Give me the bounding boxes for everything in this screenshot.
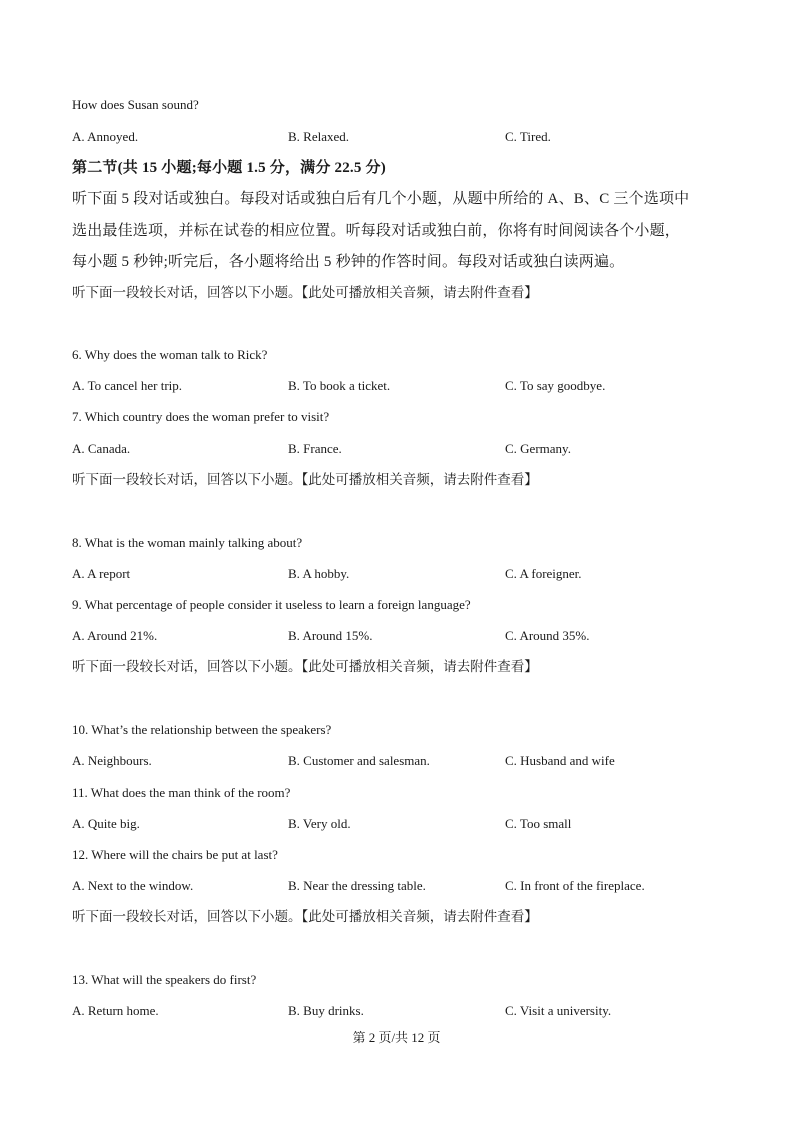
option-b: B. Customer and salesman. bbox=[288, 753, 430, 768]
option-a: A. A report bbox=[72, 566, 131, 581]
question-text: 13. What will the speakers do first? bbox=[72, 972, 257, 987]
option-b: B. Around 15%. bbox=[288, 628, 373, 643]
option-b: B. Very old. bbox=[288, 816, 351, 831]
option-b: B. Buy drinks. bbox=[288, 1003, 364, 1018]
question-text: 7. Which country does the woman prefer to visit? bbox=[72, 409, 330, 424]
option-b: B. France. bbox=[288, 441, 342, 456]
option-c: C. Around 35%. bbox=[505, 628, 590, 643]
question-text: 11. What does the man think of the room? bbox=[72, 785, 291, 800]
option-c: C. Husband and wife bbox=[505, 753, 615, 768]
option-c: C. A foreigner. bbox=[505, 566, 582, 581]
option-b: B. To book a ticket. bbox=[288, 378, 391, 393]
option-c: C. Tired. bbox=[505, 129, 551, 144]
question-text: How does Susan sound? bbox=[72, 97, 199, 112]
listen-instruction: 听下面一段较长对话，回答以下小题。【此处可播放相关音频，请去附件查看】 bbox=[72, 472, 538, 487]
question-text: 6. Why does the woman talk to Rick? bbox=[72, 347, 268, 362]
option-c: C. Germany. bbox=[505, 441, 571, 456]
option-a: A. Quite big. bbox=[72, 816, 140, 831]
question-text: 12. Where will the chairs be put at last? bbox=[72, 847, 278, 862]
question-text: 9. What percentage of people consider it useless to learn a foreign language? bbox=[72, 597, 471, 612]
section-paragraph-line-1: 听下面 5 段对话或独白。每段对话或独白后有几个小题，从题中所给的 A、B、C 三个选项中 bbox=[72, 191, 690, 207]
listen-instruction: 听下面一段较长对话，回答以下小题。【此处可播放相关音频，请去附件查看】 bbox=[72, 659, 538, 674]
option-c: C. To say goodbye. bbox=[505, 378, 606, 393]
option-a: A. Next to the window. bbox=[72, 878, 194, 893]
option-c: C. Visit a university. bbox=[505, 1003, 612, 1018]
option-a: A. Neighbours. bbox=[72, 753, 152, 768]
option-b: B. Near the dressing table. bbox=[288, 878, 426, 893]
page-number: 第 2 页/共 12 页 bbox=[352, 1030, 441, 1045]
section-paragraph-line-3: 每小题 5 秒钟;听完后，各小题将给出 5 秒钟的作答时间。每段对话或独白读两遍。 bbox=[72, 254, 625, 270]
option-c: C. Too small bbox=[505, 816, 572, 831]
option-a: A. Annoyed. bbox=[72, 129, 139, 144]
option-a: A. Around 21%. bbox=[72, 628, 158, 643]
question-text: 10. What’s the relationship between the speakers? bbox=[72, 722, 332, 737]
listen-instruction: 听下面一段较长对话，回答以下小题。【此处可播放相关音频，请去附件查看】 bbox=[72, 285, 538, 300]
option-c: C. In front of the fireplace. bbox=[505, 878, 645, 893]
option-b: B. A hobby. bbox=[288, 566, 350, 581]
listen-instruction: 听下面一段较长对话，回答以下小题。【此处可播放相关音频，请去附件查看】 bbox=[72, 909, 538, 924]
option-a: A. To cancel her trip. bbox=[72, 378, 183, 393]
question-text: 8. What is the woman mainly talking about? bbox=[72, 535, 303, 550]
option-a: A. Canada. bbox=[72, 441, 131, 456]
section-paragraph-line-2: 选出最佳选项，并标在试卷的相应位置。听每段对话或独白前，你将有时间阅读各个小题， bbox=[72, 223, 681, 239]
option-b: B. Relaxed. bbox=[288, 129, 350, 144]
section-heading: 第二节(共 15 小题;每小题 1.5 分，满分 22.5 分) bbox=[72, 160, 386, 176]
option-a: A. Return home. bbox=[72, 1003, 159, 1018]
